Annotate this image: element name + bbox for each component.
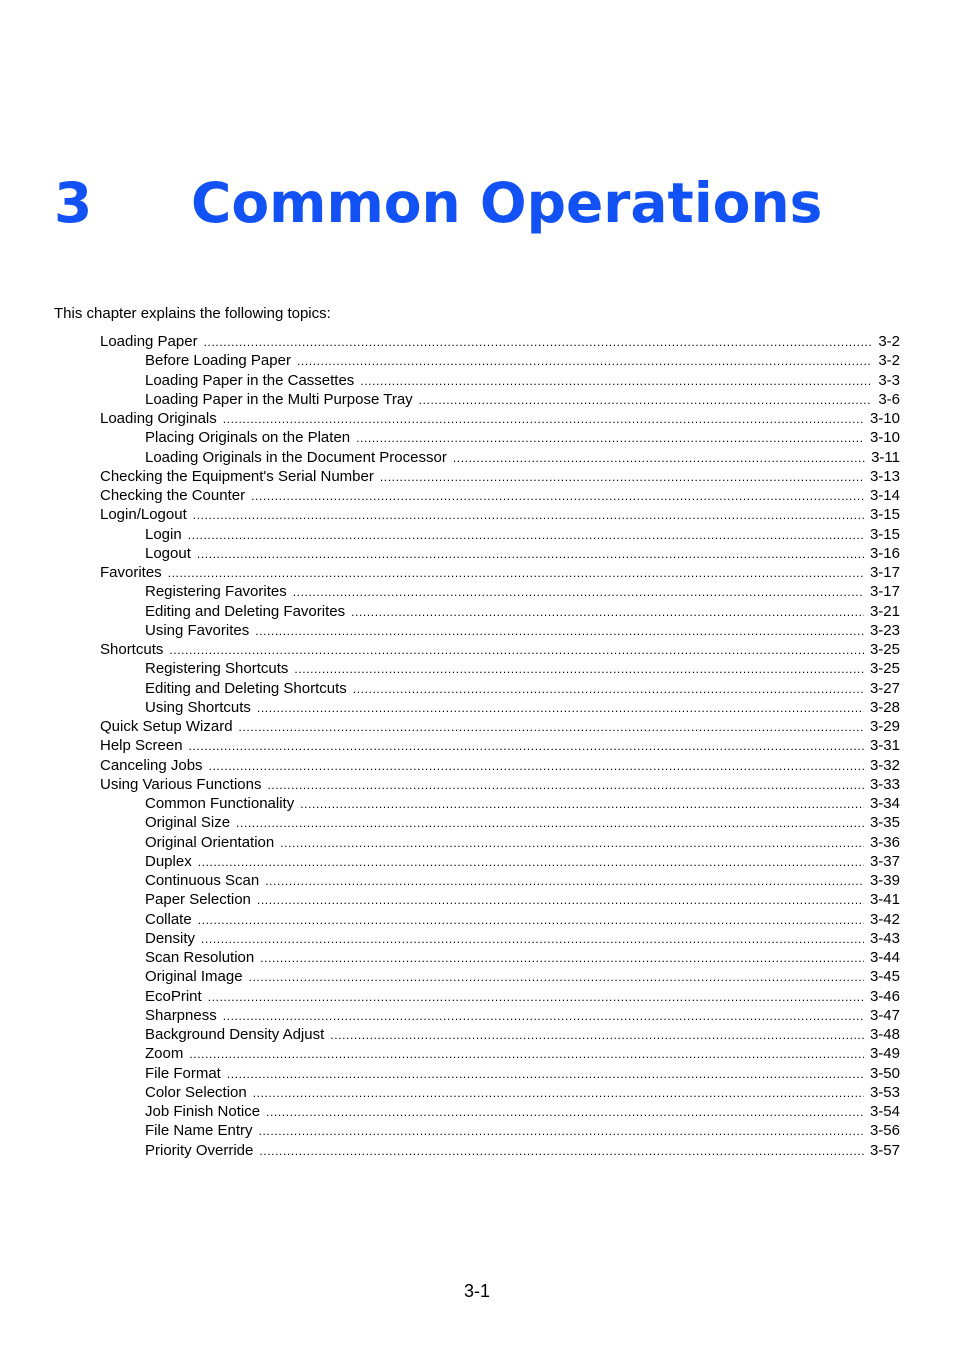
toc-entry-page: 3-2 <box>878 333 900 350</box>
toc-dot-leader <box>267 776 864 794</box>
toc-entry-label: Scan Resolution <box>145 949 255 966</box>
chapter-heading <box>54 168 914 238</box>
toc-entry-page: 3-36 <box>869 833 900 851</box>
toc-entry[interactable] <box>100 1121 900 1140</box>
toc-dot-leader <box>260 949 864 967</box>
toc-entry-label: Checking the Counter <box>100 487 246 504</box>
toc-entry-label: Help Screen <box>100 737 183 755</box>
toc-dot-leader <box>236 814 864 832</box>
toc-entry[interactable] <box>100 602 900 621</box>
toc-entry[interactable] <box>100 1141 900 1160</box>
toc-dot-leader <box>249 968 864 986</box>
toc-entry[interactable] <box>100 736 900 755</box>
toc-entry-page: 3-25 <box>869 641 900 658</box>
toc-entry-label: Canceling Jobs <box>100 756 203 774</box>
page-number: 3-1 <box>463 1281 490 1301</box>
toc-dot-leader <box>380 468 864 486</box>
toc-entry-label: Login/Logout <box>100 506 187 524</box>
toc-entry[interactable] <box>100 621 900 640</box>
toc-entry-page: 3-2 <box>878 352 900 370</box>
toc-entry[interactable] <box>100 351 900 370</box>
toc-dot-leader <box>169 641 864 659</box>
toc-entry[interactable] <box>100 794 900 813</box>
toc-entry-label: Duplex <box>145 852 192 870</box>
toc-entry-page: 3-57 <box>869 1141 900 1159</box>
toc-dot-leader <box>265 872 864 890</box>
toc-entry-label: Job Finish Notice <box>145 1103 261 1120</box>
toc-dot-leader <box>353 680 864 698</box>
toc-entry-page: 3-17 <box>869 583 900 601</box>
toc-entry-page: 3-6 <box>878 390 900 408</box>
toc-entry-page: 3-45 <box>869 968 900 986</box>
toc-entry-page: 3-50 <box>869 1064 900 1082</box>
toc-entry[interactable] <box>100 640 900 659</box>
toc-entry-label: EcoPrint <box>145 987 202 1005</box>
toc-entry[interactable] <box>100 448 900 467</box>
toc-entry-label: Using Shortcuts <box>145 698 251 716</box>
toc-entry[interactable] <box>100 775 900 794</box>
toc-entry-page: 3-44 <box>869 949 900 966</box>
toc-dot-leader <box>351 603 864 621</box>
toc-dot-leader <box>189 737 864 755</box>
toc-dot-leader <box>300 795 864 813</box>
toc-entry-label: Using Various Functions <box>100 775 262 793</box>
chapter-number: 3 <box>54 171 93 235</box>
toc-dot-leader <box>453 449 865 467</box>
toc-entry-label: Shortcuts <box>100 641 164 658</box>
toc-entry-page: 3-15 <box>869 525 900 543</box>
toc-dot-leader <box>204 333 873 351</box>
toc-entry-page: 3-15 <box>869 506 900 524</box>
toc-entry-label: Paper Selection <box>145 891 251 909</box>
toc-entry-page: 3-14 <box>869 487 900 504</box>
toc-entry-page: 3-42 <box>869 910 900 928</box>
toc-entry[interactable] <box>100 486 900 505</box>
toc-entry-label: Editing and Deleting Shortcuts <box>145 679 347 697</box>
toc-entry-page: 3-23 <box>869 621 900 639</box>
toc-dot-leader <box>189 1045 864 1063</box>
toc-dot-leader <box>259 1142 864 1160</box>
toc-entry[interactable] <box>100 698 900 717</box>
toc-entry[interactable] <box>100 582 900 601</box>
toc-entry[interactable] <box>100 679 900 698</box>
toc-dot-leader <box>259 1122 864 1140</box>
toc-entry[interactable] <box>100 409 900 428</box>
toc-entry-page: 3-53 <box>869 1083 900 1101</box>
toc-entry-label: Original Size <box>145 814 231 832</box>
toc-entry-label: Common Functionality <box>145 795 295 812</box>
toc-entry-label: Color Selection <box>145 1083 247 1101</box>
toc-entry-page: 3-21 <box>869 602 900 620</box>
toc-entry-label: Loading Paper in the Multi Purpose Tray <box>145 390 413 408</box>
toc-dot-leader <box>197 545 864 563</box>
toc-entry[interactable] <box>100 428 900 447</box>
toc-entry-page: 3-54 <box>869 1103 900 1120</box>
toc-entry-label: Registering Shortcuts <box>145 660 289 678</box>
toc-entry[interactable] <box>100 332 900 351</box>
toc-entry-label: Before Loading Paper <box>145 352 291 370</box>
toc-entry[interactable] <box>100 1006 900 1025</box>
toc-entry-label: Favorites <box>100 564 162 581</box>
toc-entry[interactable] <box>100 910 900 929</box>
toc-dot-leader <box>208 988 864 1006</box>
toc-dot-leader <box>188 526 864 544</box>
toc-entry-label: Quick Setup Wizard <box>100 718 233 735</box>
toc-entry-label: File Name Entry <box>145 1122 253 1140</box>
toc-entry[interactable] <box>100 813 900 832</box>
toc-dot-leader <box>257 699 864 717</box>
toc-dot-leader <box>227 1065 864 1083</box>
toc-entry-label: Loading Paper <box>100 333 198 350</box>
toc-entry-page: 3-34 <box>869 795 900 812</box>
toc-dot-leader <box>201 930 864 948</box>
toc-dot-leader <box>198 911 864 929</box>
toc-entry-page: 3-48 <box>869 1026 900 1043</box>
toc-entry-page: 3-31 <box>869 737 900 755</box>
toc-entry-page: 3-11 <box>871 448 900 466</box>
toc-dot-leader <box>356 429 864 447</box>
toc-entry-page: 3-27 <box>869 679 900 697</box>
toc-entry-page: 3-41 <box>869 891 900 909</box>
toc-entry-label: Login <box>145 525 182 543</box>
toc-entry[interactable] <box>100 890 900 909</box>
toc-entry-label: File Format <box>145 1064 221 1082</box>
toc-entry-page: 3-39 <box>869 872 900 889</box>
toc-entry-label: Loading Paper in the Cassettes <box>145 371 355 389</box>
toc-entry-label: Loading Originals in the Document Processor <box>145 448 447 466</box>
toc-entry[interactable] <box>100 756 900 775</box>
toc-dot-leader <box>223 1007 864 1025</box>
toc-entry[interactable] <box>100 929 900 948</box>
toc-dot-leader <box>266 1103 864 1121</box>
toc-entry-label: Sharpness <box>145 1006 217 1024</box>
toc-dot-leader <box>293 583 864 601</box>
toc-entry[interactable] <box>100 948 900 967</box>
toc-entry[interactable] <box>100 852 900 871</box>
toc-entry-page: 3-56 <box>869 1122 900 1140</box>
toc-entry-page: 3-33 <box>869 775 900 793</box>
toc-entry[interactable] <box>100 544 900 563</box>
toc-entry-label: Loading Originals <box>100 410 217 427</box>
toc-entry-label: Placing Originals on the Platen <box>145 429 351 447</box>
toc-entry-label: Checking the Equipment's Serial Number <box>100 467 374 485</box>
toc-dot-leader <box>251 487 864 505</box>
chapter-title: Common Operations <box>191 171 823 235</box>
toc-dot-leader <box>280 834 864 852</box>
toc-dot-leader <box>168 564 864 582</box>
toc-dot-leader <box>360 372 872 390</box>
toc-entry-label: Density <box>145 929 196 947</box>
toc-entry[interactable] <box>100 1083 900 1102</box>
toc-entry-page: 3-47 <box>869 1006 900 1024</box>
toc-entry[interactable] <box>100 563 900 582</box>
toc-dot-leader <box>294 660 864 678</box>
toc-entry-page: 3-49 <box>869 1045 900 1063</box>
toc-entry-label: Background Density Adjust <box>145 1026 325 1043</box>
toc-entry[interactable] <box>100 525 900 544</box>
toc-entry[interactable] <box>100 967 900 986</box>
toc-entry-page: 3-29 <box>869 718 900 735</box>
toc-dot-leader <box>198 853 864 871</box>
toc-entry-page: 3-10 <box>869 429 900 447</box>
toc-entry[interactable] <box>100 467 900 486</box>
toc-entry-page: 3-43 <box>869 929 900 947</box>
toc-entry-label: Original Image <box>145 968 243 986</box>
toc-dot-leader <box>419 391 873 409</box>
toc-entry-label: Priority Override <box>145 1141 254 1159</box>
toc-entry-label: Continuous Scan <box>145 872 260 889</box>
toc-entry-page: 3-46 <box>869 987 900 1005</box>
toc-entry-page: 3-16 <box>869 544 900 562</box>
toc-entry[interactable] <box>100 659 900 678</box>
toc-dot-leader <box>223 410 864 428</box>
toc-entry-page: 3-13 <box>869 467 900 485</box>
toc-dot-leader <box>255 622 864 640</box>
toc-dot-leader <box>257 891 864 909</box>
toc-entry-label: Zoom <box>145 1045 184 1063</box>
toc-entry[interactable] <box>100 505 900 524</box>
toc-dot-leader <box>297 352 872 370</box>
toc-dot-leader <box>253 1084 864 1102</box>
toc-entry[interactable] <box>100 833 900 852</box>
toc-entry-label: Using Favorites <box>145 621 250 639</box>
toc-entry[interactable] <box>100 987 900 1006</box>
toc-entry-page: 3-37 <box>869 852 900 870</box>
toc-entry-page: 3-17 <box>869 564 900 581</box>
toc-entry-page: 3-32 <box>869 756 900 774</box>
toc-entry-page: 3-28 <box>869 698 900 716</box>
toc-entry-page: 3-3 <box>878 371 900 389</box>
toc-entry[interactable] <box>100 871 900 890</box>
toc-entry[interactable] <box>100 1102 900 1121</box>
toc-entry[interactable] <box>100 371 900 390</box>
toc-entry-page: 3-35 <box>869 814 900 832</box>
intro-text: This chapter explains the following topics: <box>54 305 331 322</box>
toc-entry-label: Registering Favorites <box>145 583 287 601</box>
table-of-contents <box>100 332 900 1160</box>
toc-entry[interactable] <box>100 1025 900 1044</box>
toc-entry-label: Logout <box>145 544 191 562</box>
toc-entry[interactable] <box>100 390 900 409</box>
toc-entry[interactable] <box>100 717 900 736</box>
toc-entry-label: Editing and Deleting Favorites <box>145 602 346 620</box>
toc-dot-leader <box>193 506 864 524</box>
toc-dot-leader <box>209 757 864 775</box>
toc-dot-leader <box>330 1026 864 1044</box>
toc-entry-page: 3-25 <box>869 660 900 678</box>
toc-dot-leader <box>239 718 864 736</box>
toc-entry-label: Collate <box>145 910 192 928</box>
toc-entry[interactable] <box>100 1064 900 1083</box>
toc-entry-label: Original Orientation <box>145 833 275 851</box>
toc-entry[interactable] <box>100 1044 900 1063</box>
toc-entry-page: 3-10 <box>869 410 900 427</box>
